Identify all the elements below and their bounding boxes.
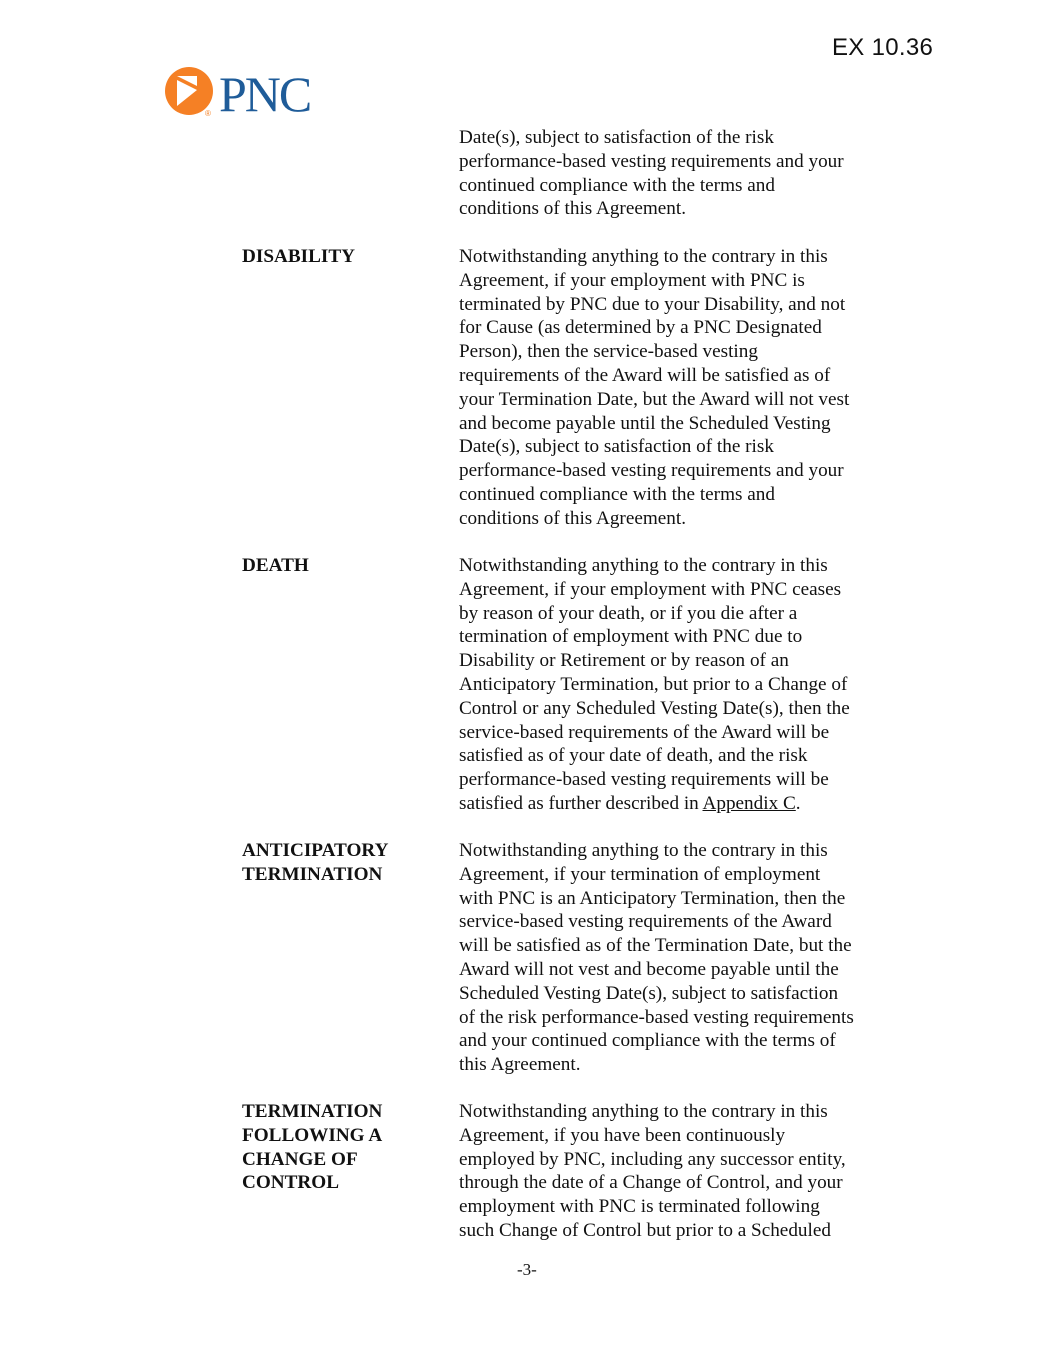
text-line: Notwithstanding anything to the contrary in this [459,1101,828,1122]
text-line: termination of employment with PNC due to [459,626,803,648]
text-line: Notwithstanding anything to the contrary in this [459,246,828,267]
text-segment: . [795,792,801,814]
text-line: with PNC is an Anticipatory Termination, then the [459,887,846,909]
term-line: ANTICIPATORY [242,840,389,861]
page-number: -3- [517,1260,537,1279]
text-line: performance-based vesting requirements and your [459,460,844,482]
text-line: of the risk performance-based vesting requirements [459,1006,854,1028]
term-line: CONTROL [242,1172,340,1194]
text-line: this Agreement. [459,1054,581,1076]
text-line: Date(s), subject to satisfaction of the risk [459,436,774,458]
text-line: performance-based vesting requirements and your [459,150,844,172]
text-line: will be satisfied as of the Termination Date, but the [459,935,852,957]
text-line: continued compliance with the terms and [459,174,775,196]
section-body [459,554,899,816]
text-line: Date(s), subject to satisfaction of the risk [459,127,774,148]
text-line: employment with PNC is terminated following [459,1196,820,1218]
text-line: by reason of your death, or if you die after a [459,602,798,624]
text-line: terminated by PNC due to your Disability, and not [459,293,846,315]
term-line: TERMINATION [242,1101,383,1122]
pnc-logo-graphic [164,66,342,122]
text-line: Control or any Scheduled Vesting Date(s), then the [459,697,850,719]
text-line: Person), then the service-based vesting [459,341,758,363]
section-body [459,245,899,531]
text-line: continued compliance with the terms and [459,483,775,505]
text-line: Agreement, if your termination of employment [459,863,821,885]
section-term [242,554,452,578]
section-term [242,245,452,269]
text-line: Agreement, if you have been continuously [459,1124,786,1146]
text-line: Notwithstanding anything to the contrary in this [459,840,828,861]
text-line: employed by PNC, including any successor entity, [459,1148,846,1170]
pnc-logo [164,66,342,122]
text-line: service-based vesting requirements of the Award [459,911,832,933]
text-line: Disability or Retirement or by reason of an [459,650,789,672]
section-body [459,1100,899,1243]
term-line: DEATH [242,555,309,576]
text-line: Scheduled Vesting Date(s), subject to satisfaction [459,982,839,1004]
section-body [459,839,899,1077]
text-line: satisfied as of your date of death, and the risk [459,745,808,767]
text-line: Notwithstanding anything to the contrary in this [459,555,828,576]
text-line: through the date of a Change of Control, and your [459,1172,843,1194]
text-line: performance-based vesting requirements will be [459,769,829,791]
text-line: conditions of this Agreement. [459,507,687,529]
text-line: Award will not vest and become payable until the [459,958,839,980]
term-line: TERMINATION [242,863,383,885]
text-line-with-link [459,792,899,816]
term-line: DISABILITY [242,246,356,267]
logo-registered-mark: ® [205,109,211,118]
term-line: CHANGE OF [242,1148,358,1170]
intro-paragraph [459,126,899,221]
term-line: FOLLOWING A [242,1124,383,1146]
text-line: Agreement, if your employment with PNC ceases [459,578,842,600]
text-line: for Cause (as determined by a PNC Designated [459,317,822,339]
exhibit-label: EX 10.36 [832,34,934,61]
text-line: conditions of this Agreement. [459,198,687,220]
section-term [242,839,452,887]
section-term [242,1100,452,1195]
appendix-c-link[interactable]: Appendix C [702,792,796,814]
text-line: Anticipatory Termination, but prior to a Change of [459,673,848,695]
text-line: requirements of the Award will be satisfied as of [459,364,831,386]
text-line: such Change of Control but prior to a Scheduled [459,1219,831,1241]
text-line: and become payable until the Scheduled Vesting [459,412,831,434]
text-line: Agreement, if your employment with PNC is [459,269,805,291]
logo-wordmark: PNC [219,66,311,122]
text-line: and your continued compliance with the terms of [459,1030,836,1052]
text-line: service-based requirements of the Award will be [459,721,830,743]
text-line: your Termination Date, but the Award will not vest [459,388,850,410]
text-segment: satisfied as further described in [459,792,703,814]
